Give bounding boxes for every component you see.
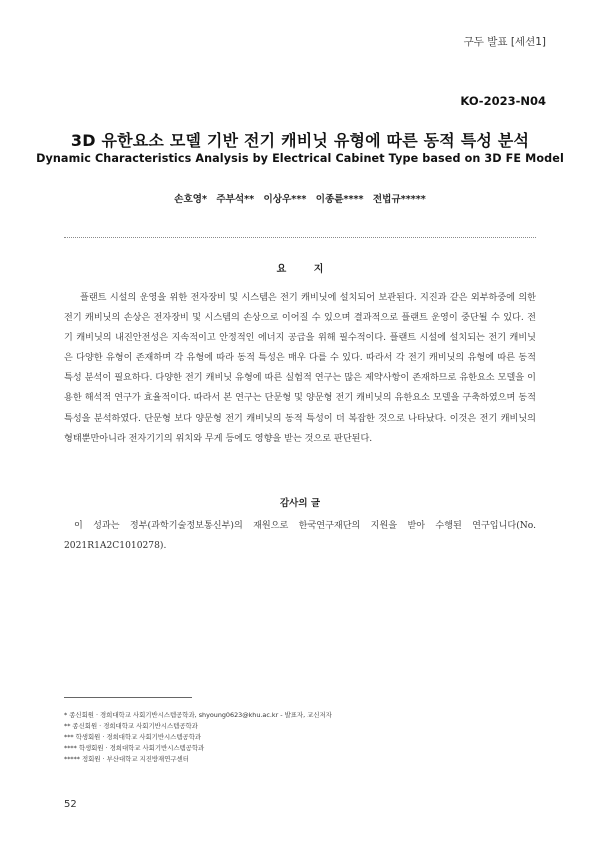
footnote-item: *** 학생회원 · 경희대학교 사회기반시스템공학과 xyxy=(64,733,202,741)
footnote-divider xyxy=(64,697,192,698)
acknowledgement-heading: 감사의 글 xyxy=(279,498,320,509)
page-number: 52 xyxy=(64,799,77,810)
footnote-item: ***** 정회원 · 부산대학교 지진방재연구센터 xyxy=(64,755,189,763)
author-list: 손호영* 주부석** 이상우*** 이종륜**** 전법규***** xyxy=(174,194,426,205)
paper-title-korean: 3D 유한요소 모델 기반 전기 캐비닛 유형에 따른 동적 특성 분석 xyxy=(70,131,530,150)
abstract-heading: 요 지 xyxy=(276,264,336,275)
dotted-divider xyxy=(64,237,536,238)
acknowledgement-body: 이 성과는 정부(과학기술정보통신부)의 재원으로 한국연구재단의 지원을 받아 수행된 연구입니다(No. 2021R1A2C1010278). xyxy=(64,521,536,551)
footnote-item: **** 학생회원 · 경희대학교 사회기반시스템공학과 xyxy=(64,744,205,752)
footnotes xyxy=(64,710,536,765)
footnote-item: * 종신회원 · 경희대학교 사회기반시스템공학과, shyoung0623@khu.ac.kr - 발표자, 교신저자 xyxy=(64,711,332,719)
paper-id: KO-2023-N04 xyxy=(460,94,546,108)
abstract-body: 플랜트 시설의 운영을 위한 전자장비 및 시스템은 전기 캐비닛에 설치되어 보관된다. 지진과 같은 외부하중에 의한 전기 캐비닛의 손상은 전자장비 및 시스템의 손상으로 이어질 수 있으며 결과적으로 플랜트 운영이 중단될 수 있다. 전기 캐비닛의 내진안전성은 지속적이고 안정적인 에너지 공급을 위해 필수적이다. 플랜트 시설에 설치되는 전기 캐비닛은 다양한 유형이 존재하며 각 유형에 따라 동적 특성은 매우 다를 수 있다. 따라서 각 전기 캐비닛의 유형에 따른 동적 특성 분석이 필요하다. 다양한 전기 캐비닛 유형에 따른 실험적 연구는 많은 제약사항이 존재하므로 유한요소 모델을 이용한 해석적 연구가 효율적이다. 따라서 본 연구는 단문형 및 양문형 전기 캐비닛의 유한요소 모델을 구축하였으며 동적특성을 분석하였다. 단문형 보다 양문형 전기 캐비닛의 동적 특성이 더 복잡한 것으로 나타났다. 이것은 전기 캐비닛의 형태뿐만아니라 전자기기의 위치와 무게 등에도 영향을 받는 것으로 판단된다. xyxy=(64,293,536,444)
paper-title-english: Dynamic Characteristics Analysis by Electrical Cabinet Type based on 3D FE Model xyxy=(36,152,564,165)
session-tag: 구두 발표 [세션1] xyxy=(463,36,546,48)
footnote-item: ** 종신회원 · 경희대학교 사회기반시스템공학과 xyxy=(64,722,198,730)
